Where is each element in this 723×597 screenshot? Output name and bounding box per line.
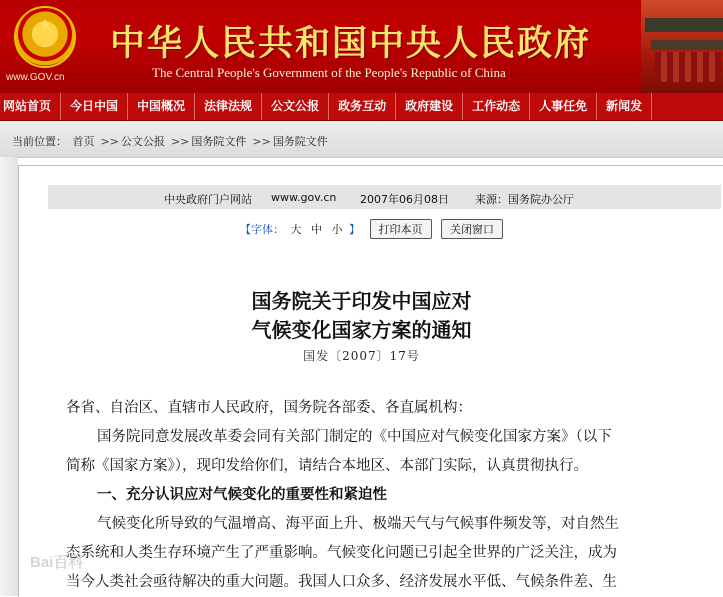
meta-domain: www.gov.cn [271,191,337,204]
paragraph-line: 态系统和人类生存环境产生了严重影响。气候变化问题已引起全世界的广泛关注，成为 [66,545,617,561]
nav-item-news[interactable]: 新闻发 [597,93,652,120]
article-tools [240,219,503,239]
breadcrumb-label: 当前位置： [12,135,67,148]
site-url[interactable]: www.GOV.cn [6,72,65,83]
main-nav [0,93,723,121]
site-header [0,0,723,93]
document-title-line1: 国务院关于印发中国应对 [251,289,472,313]
tiananmen-image [641,0,723,93]
breadcrumb [12,133,330,149]
font-size-label: 【字体： [240,223,284,236]
paragraph-line: 气候变化所导致的气温增高、海平面上升、极端天气与气候事件频发等，对自然生 [97,516,619,532]
font-size-label-close: 】 [349,223,360,236]
national-emblem-icon[interactable]: ★ [14,6,76,68]
site-title-cn[interactable]: 中华人民共和国中央人民政府 [110,23,592,64]
nav-item-interaction[interactable]: 政务互动 [329,93,396,120]
baike-watermark: Bai百科 [30,554,84,571]
nav-item-china-overview[interactable]: 中国概况 [128,93,195,120]
nav-item-home[interactable]: 网站首页 [0,93,61,120]
nav-item-gov-building[interactable]: 政府建设 [396,93,463,120]
breadcrumb-current[interactable]: 国务院文件 [272,135,328,148]
site-title-en: The Central People's Government of the People's Republic of China [152,65,506,80]
paragraph-salutation: 各省、自治区、直辖市人民政府，国务院各部委、各直属机构： [66,400,472,416]
nav-item-today-china[interactable]: 今日中国 [61,93,128,120]
left-gutter [0,157,18,596]
meta-date: 2007年06月08日 [360,193,449,206]
nav-item-laws[interactable]: 法律法规 [195,93,262,120]
nav-item-appointments[interactable]: 人事任免 [530,93,597,120]
paragraph-line: 当今人类社会亟待解决的重大问题。我国人口众多、经济发展水平低、气候条件差、生 [66,574,617,590]
breadcrumb-separator: >> [252,135,271,148]
paragraph-line: 简称《国家方案》），现印发给你们，请结合本地区、本部门实际，认真贯彻执行。 [66,458,588,474]
breadcrumb-state-council-link[interactable]: 国务院文件 [191,135,247,148]
font-size-medium[interactable]: 中 [311,223,322,236]
breadcrumb-bar [0,121,723,158]
breadcrumb-separator: >> [100,135,119,148]
font-size-small[interactable]: 小 [331,223,343,236]
article-meta-bar [48,185,721,209]
font-size-large[interactable]: 大 [290,223,302,236]
document-number: 国发〔2007〕17号 [303,349,420,363]
breadcrumb-separator: >> [170,135,190,148]
breadcrumb-documents-link[interactable]: 公文公报 [120,135,165,148]
nav-item-work-updates[interactable]: 工作动态 [463,93,530,120]
document-title-line2: 气候变化国家方案的通知 [251,318,472,342]
breadcrumb-home-link[interactable]: 首页 [72,135,95,148]
close-window-button[interactable]: 关闭窗口 [441,219,503,239]
meta-site: 中央政府门户网站 [164,193,252,206]
print-button[interactable]: 打印本页 [370,219,432,239]
section-heading: 一、充分认识应对气候变化的重要性和紧迫性 [97,486,387,503]
paragraph-line: 国务院同意发展改革委会同有关部门制定的《中国应对气候变化国家方案》（以下 [97,429,612,445]
meta-source: 来源：国务院办公厅 [475,193,574,206]
nav-item-documents[interactable]: 公文公报 [262,93,329,120]
